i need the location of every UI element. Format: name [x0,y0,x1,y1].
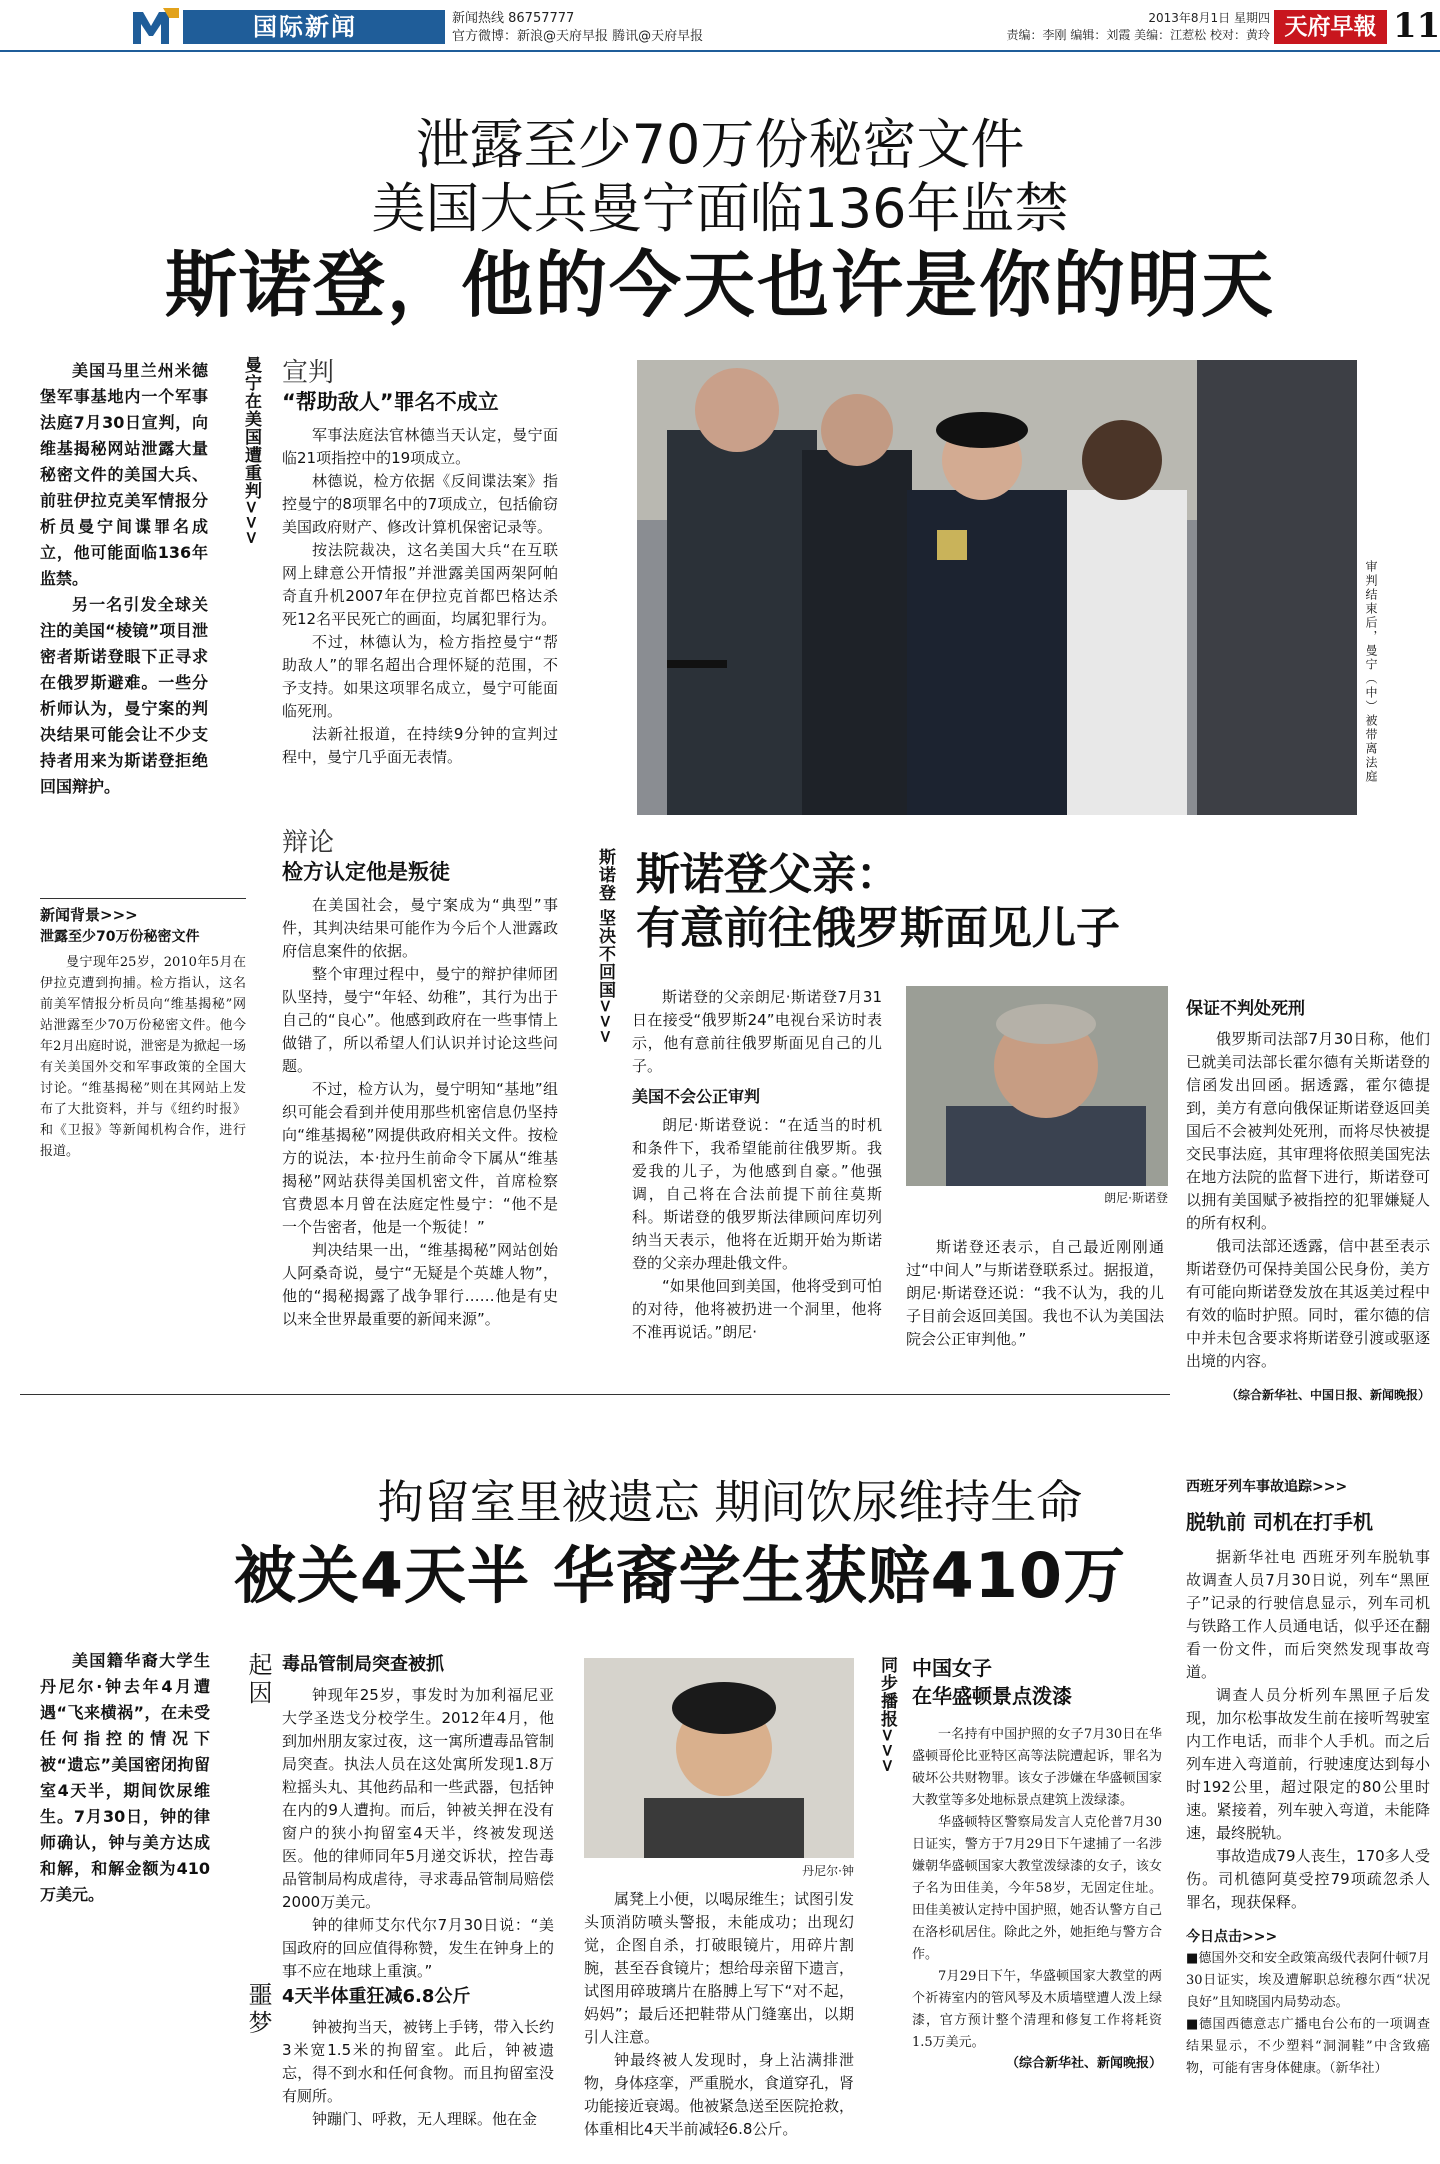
lead-paragraph-2: 另一名引发全球关注的美国“棱镜”项目泄密者斯诺登眼下正寻求在俄罗斯避难。一些分析师认为，曼宁案的判决结果可能会让不少支持者用来为斯诺登拒绝回国辩护。 [40,595,208,796]
chung-subhead-2: 4天半体重狂减6.8公斤 [282,1986,471,2007]
sidebar-title: 脱轨前 司机在打手机 [1186,1510,1373,1534]
snowden-headline [636,848,1336,956]
newspaper-brand: 天府早報 [1274,10,1387,44]
paint-story [912,1654,1162,2074]
snowden-paragraph: “如果他回到美国，他将受到可怕的对待，他将被扔进一个洞里，他将不准再说话。”朗尼· [632,1277,882,1341]
snowden-col-d [1186,996,1430,1373]
snowden-headline-2: 有意前往俄罗斯面见儿子 [636,903,1120,954]
story1-lead [40,358,208,800]
today-click-item: ■德国西德意志广播电台公布的一项调查结果显示，不少塑料“洞洞鞋”中含致癌物，可能有害身体健康。（新华社） [1186,2017,1430,2076]
verdict-tag: 宣判 [282,358,335,388]
weibo-info: 官方微博：新浪@天府早报 腾讯@天府早报 [452,29,704,44]
chung-photo-caption: 丹尼尔·钟 [802,1864,854,1878]
snowden-section-label: 斯诺登 坚决不回国>>> [595,848,615,1045]
chung-lead-paragraph: 美国籍华裔大学生丹尼尔·钟去年4月遭遇“飞来横祸”，在未受任何指控的情况下被“遗忘”美国密闭拘留室4天半，期间饮尿维生。7月30日，钟的律师确认，钟与美方达成和解，和解金额为410万美元。 [40,1651,210,1904]
chung-main-headline: 被关4天半 华裔学生获赔410万 [233,1539,1127,1612]
verdict-paragraph: 不过，林德认为，检方指控曼宁“帮助敌人”的罪名超出合理怀疑的范围，不予支持。如果这项罪名成立，曼宁可能面临死刑。 [282,633,558,720]
issue-date: 2013年8月1日 星期四 [1148,11,1270,25]
editors-credit: 责编：李刚 编辑：刘霞 美编：江惹松 校对：黄玲 [1006,28,1270,42]
main-headline: 斯诺登，他的今天也许是你的明天 [164,242,1275,327]
paint-paragraph: 一名持有中国护照的女子7月30日在华盛顿哥伦比亚特区高等法院遭起诉，罪名为破坏公共财物罪。该女子涉嫌在华盛顿国家大教堂等多处地标景点建筑上泼绿漆。 [912,1727,1162,1808]
page-number: 11 [1393,6,1440,46]
chung-headline-deck: 拘留室里被遗忘 期间饮尿维持生命 [377,1475,1083,1529]
daniel-chung-photo [584,1658,854,1858]
chung-paragraph: 钟被拘当天，被铐上手铐，带入长约3米宽1.5米的拘留室。此后，钟被遗忘，得不到水和任何食物。而且拘留室没有厕所。 [282,2018,554,2105]
paint-paragraph: 华盛顿特区警察局发言人克伦普7月30日证实，警方于7月29日下午逮捕了一名涉嫌朝华盛顿国家大教堂泼绿漆的女子，该女子名为田佳美，今年58岁，无固定住址。田佳美被认定持中国护照，她否认警方自己在洛杉矶居住。除此之外，她拒绝与警方合作。 [912,1815,1162,1962]
today-click-item: ■德国外交和安全政策高级代表阿什顿7月30日证实，埃及遭解职总统穆尔西“状况良好”且知晓国内局势动态。 [1186,1951,1430,2010]
headline-deck-1: 泄露至少70万份秘密文件 [415,113,1025,176]
chung-tag-2: 噩梦 [244,1982,272,2038]
manning-section-label: 曼宁在美国遭重判>>> [241,356,261,546]
verdict-paragraph: 按法院裁决，这名美国大兵“在互联网上肆意公开情报”并泄露美国两架阿帕奇直升机2007年在伊拉克首都巴格达杀死12名平民死亡的画面，均属犯罪行为。 [282,541,558,628]
paint-paragraph: 7月29日下午，华盛顿国家大教堂的两个祈祷室内的管风琴及木质墙壁遭人泼上绿漆，官方预计整个清理和修复工作将耗资1.5万美元。 [912,1969,1162,2050]
news-background-box [40,904,246,1162]
chung-lead [40,1648,210,1908]
paint-title-2: 在华盛顿景点泼漆 [912,1684,1072,1708]
sidebar-paragraph: 据新华社电 西班牙列车脱轨事故调查人员7月30日说，列车“黑匣子”记录的行驶信息显示，列车司机与铁路工作人员通电话，似乎还在翻看一份文件，而后突然发现事故弯道。 [1186,1548,1430,1681]
sidebar-label: 西班牙列车事故追踪>>> [1186,1479,1348,1495]
verdict-paragraph: 林德说，检方依据《反间谍法案》指控曼宁的8项罪名中的7项成立，包括偷窃美国政府财产、修改计算机保密记录等。 [282,472,558,536]
verdict-section [282,358,558,769]
chung-paragraph: 钟蹦门、呼救，无人理睬。他在金 [312,2110,538,2128]
snowden-subhead-1: 美国不会公正审判 [632,1087,761,1106]
chung-paragraph: 钟最终被人发现时，身上沾满排泄物，身体痉挛，严重脱水，食道穿孔，肾功能接近衰竭。他被紧急送至医院抢救，体重相比4天半前减轻6.8公斤。 [584,2051,855,2138]
verdict-title: “帮助敌人”罪名不成立 [282,390,499,414]
sidebar-paragraph: 调查人员分析列车黑匣子后发现，加尔松事故发生前在接听驾驶室内工作电话，而非个人手机。而之后列车进入弯道前，行驶速度达到每小时192公里，超过限定的80公里时速。紧接着，列车驶入弯道，未能降速，最终脱轨。 [1186,1686,1430,1842]
snowden-headline-1: 斯诺登父亲： [636,849,900,900]
snowden-paragraph: 斯诺登还表示，自己最近刚刚通过“中间人”与斯诺登联系过。据报道，朗尼·斯诺登还说：“我不认为，我的儿子目前会返回美国。我也不认为美国法院会公正审判他。” [906,1238,1164,1348]
background-title: 泄露至少70万份秘密文件 [40,929,200,945]
verdict-paragraph: 军事法庭法官林德当天认定，曼宁面临21项指控中的19项成立。 [282,426,558,467]
chung-section-2 [282,1984,554,2131]
story-divider [20,1394,1170,1395]
snowden-subhead-2: 保证不判处死刑 [1186,999,1305,1019]
main-photo-caption: 审判结束后，曼宁（中）被带离法庭 [1364,560,1378,784]
debate-paragraph: 整个审理过程中，曼宁的辩护律师团队坚持，曼宁“年轻、幼稚”，其行为出于自己的“良心”。他感到政府在一些事情上做错了，所以希望人们认识并讨论这些问题。 [282,965,558,1075]
chung-subhead-1: 毒品管制局突查被抓 [282,1654,444,1675]
lead-paragraph-1: 美国马里兰州米德堡军事基地内一个军事法庭7月30日宣判，向维基揭秘网站泄露大量秘密文件的美国大兵、前驻伊拉克美军情报分析员曼宁间谍罪名成立，他可能面临136年监禁。 [40,361,208,588]
chung-paragraph: 钟现年25岁，事发时为加利福尼亚大学圣迭戈分校学生。2012年4月，他到加州朋友家过夜，这一寓所遭毒品管制局突查。执法人员在这处寓所发现1.8万粒摇头丸、其他药品和一些武器，包括钟在内的9人遭拘。而后，钟被关押在没有窗户的狭小拘留室4天半，终被发现送医。他的律师同年5月递交诉状，控告毒品管制局构成虐待，寻求毒品管制局赔偿2000万美元。 [282,1686,554,1911]
today-click-label: 今日点击>>> [1186,1929,1278,1945]
chung-paragraph: 钟的律师艾尔代尔7月30日说：“美国政府的回应值得称赞，发生在钟身上的事不应在地球上重演。” [282,1916,554,1980]
debate-paragraph: 在美国社会，曼宁案成为“典型”事件，其判决结果可能作为今后个人泄露政府信息案件的依据。 [282,896,558,960]
lonnie-snowden-photo [906,986,1168,1186]
issue-meta [1000,10,1270,44]
chung-col-3 [584,1888,854,2141]
manning-escort-photo [637,360,1357,815]
chung-tag-1: 起因 [244,1652,272,1708]
paint-source: （综合新华社、新闻晚报） [1005,2056,1162,2071]
background-top-rule [40,898,246,899]
snowden-paragraph: 斯诺登的父亲朗尼·斯诺登7月31日在接受“俄罗斯24”电视台采访时表示，他有意前往俄罗斯面见自己的儿子。 [632,988,882,1075]
snowden-paragraph: 俄司法部还透露，信中甚至表示斯诺登仍可保持美国公民身份，美方有可能向斯诺登发放在其返美过程中有效的临时护照。同时，霍尔德的信中并未包含要求将斯诺登引渡或驱逐出境的内容。 [1186,1237,1430,1370]
background-body: 曼宁现年25岁，2010年5月在伊拉克遭到拘捕。检方指认，这名前美军情报分析员向“维基揭秘”网站泄露至少70万份秘密文件。他今年2月出庭时说，泄密是为掀起一场有关美国外交和军事政策的全国大讨论。“维基揭秘”则在其网站上发布了大批资料，并与《纽约时报》和《卫报》等新闻机构合作，进行报道。 [40,955,246,1159]
debate-section [282,828,558,1331]
sidebar-paragraph: 事故造成79人丧生，170多人受伤。司机德阿莫受控79项疏忽杀人罪名，现获保释。 [1186,1847,1430,1911]
newspaper-logo-icon [133,8,179,44]
hotline: 新闻热线 86757777 [452,11,575,26]
snowden-paragraph: 朗尼·斯诺登说：“在适当的时机和条件下，我希望能前往俄罗斯。我爱我的儿子，为他感到自豪。”他强调，自己将在合法前提下前往莫斯科。斯诺登的俄罗斯法律顾问库切列纳当天表示，他将在近期开始为斯诺登的父亲办理赴俄文件。 [632,1116,882,1272]
paint-title-1: 中国女子 [912,1656,992,1680]
chung-paragraph: 属凳上小便，以喝尿维生；试图引发头顶消防喷头警报，未能成功；出现幻觉，企图自杀，打破眼镜片，用碎片割腕，甚至吞食镜片；想给母亲留下遗言，试图用碎玻璃片在胳膊上写下“对不起，妈妈”；最后还把鞋带从门缝塞出，以期引人注意。 [584,1890,855,2046]
lonnie-photo-caption: 朗尼·斯诺登 [1104,1191,1168,1205]
spain-train-sidebar [1186,1476,1430,2080]
snowden-paragraph: 俄罗斯司法部7月30日称，他们已就美司法部长霍尔德有关斯诺登的信函发出回函。据透露，霍尔德提到，美方有意向俄保证斯诺登返回美国后不会被判处死刑，而将尽快被提交民事法庭，其审理将依照美国宪法在地方法院的监督下进行，斯诺登可以拥有美国赋予被指控的犯罪嫌疑人的所有权利。 [1186,1030,1430,1232]
verdict-paragraph: 法新社报道，在持续9分钟的宣判过程中，曼宁几乎面无表情。 [282,725,558,766]
debate-tag: 辩论 [282,828,335,858]
debate-paragraph: 不过，检方认为，曼宁明知“基地”组织可能会看到并使用那些机密信息仍坚持向“维基揭秘”网提供政府相关文件。按检方的说法，本·拉丹生前命令下属从“维基揭秘”网站获得美国机密文件，首席检察官费恩本月曾在法庭定性曼宁：“他不是一个告密者，他是一个叛徒！” [282,1080,558,1236]
sync-report-label: 同步播报>>> [877,1656,897,1774]
header-divider [0,50,1440,52]
hotline-info [452,10,703,46]
snowden-col-a [632,986,882,1344]
story2-source: （综合新华社、中国日报、新闻晚报） [1225,1388,1430,1402]
headline-deck-2: 美国大兵曼宁面临136年监禁 [371,177,1069,240]
chung-section-1 [282,1652,554,1983]
section-title: 国际新闻 [183,10,445,44]
debate-title: 检方认定他是叛徒 [282,860,450,884]
debate-paragraph: 判决结果一出，“维基揭秘”网站创始人阿桑奇说，曼宁“无疑是个英雄人物”，他的“揭秘揭露了战争罪行……他是有史以来全世界最重要的新闻来源”。 [282,1241,558,1328]
background-label: 新闻背景>>> [40,906,138,924]
